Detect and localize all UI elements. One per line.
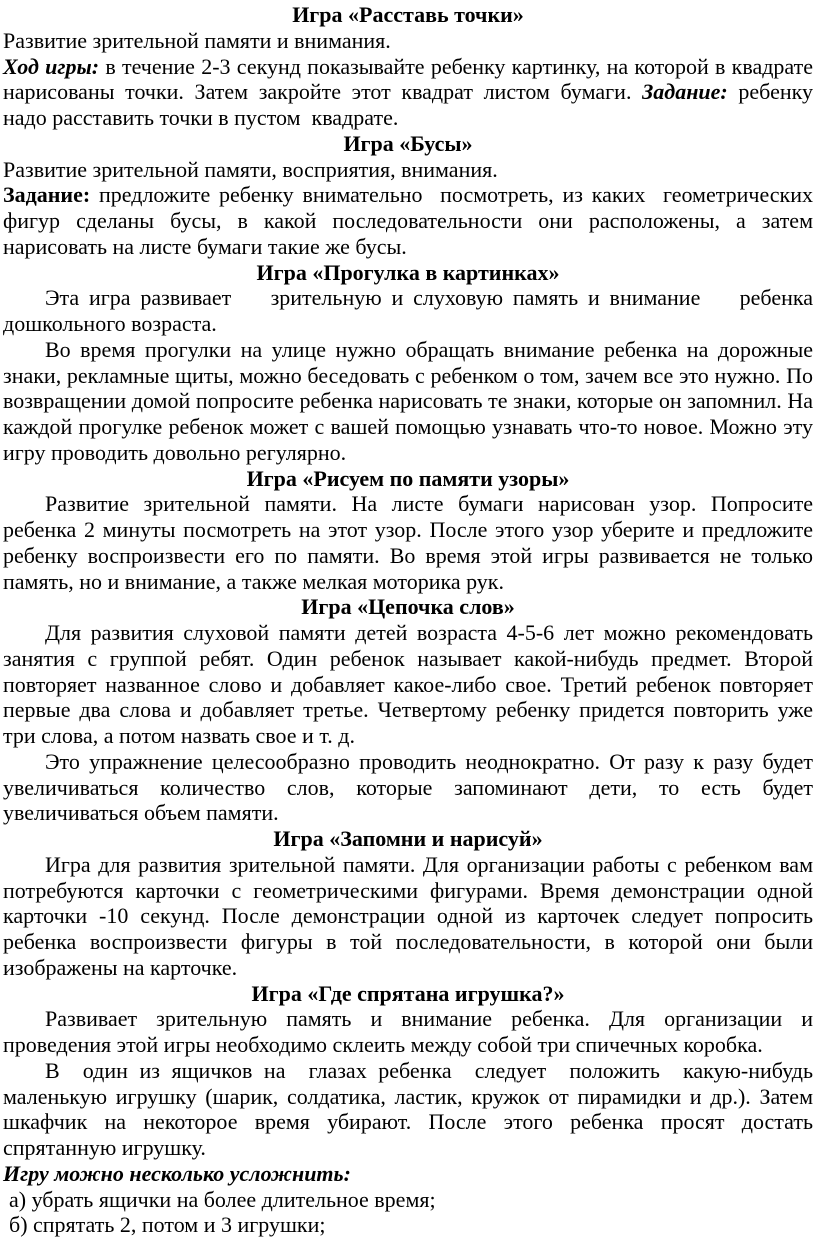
section-title: Игра «Расставь точки»	[292, 2, 524, 27]
paragraph	[3, 182, 813, 259]
list-item	[3, 1212, 813, 1238]
text-run: Эта игра развивает зрительную и слуховую память и внимание ребенка дошкольного возраста.	[3, 285, 813, 336]
paragraph	[3, 620, 813, 749]
text-run: Развитие зрительной памяти. На листе бумаги нарисован узор. Попросите ребенка 2 минуты посмотреть на этот узор. После этого узор уберите и предложите ребенку воспроизвести его по памяти. Во время этой игры развивается не только память, но и внимание, а также мелкая моторика рук.	[3, 491, 813, 594]
text-run: Во время прогулки на улице нужно обращать внимание ребенка на дорожные знаки, рекламные щиты, можно беседовать с ребенком о том, зачем все это нужно. По возвращении домой попросите ребенка нарисовать те знаки, которые он запомнил. На каждой прогулке ребенок может с вашей помощью узнавать что-то новое. Можно эту игру проводить довольно регулярно.	[3, 336, 813, 465]
paragraph	[3, 285, 813, 337]
text-run: В один из ящичков на глазах ребенка следует положить какую-нибудь маленькую игрушку (шарик, солдатика, ластик, кружок от пирамидки и др.). Затем шкафчик на некоторое время убирают. После этого ребенка просят достать спрятанную игрушку.	[3, 1057, 813, 1160]
text-run: в течение 2-3 секунд показывайте ребенку картинку, на которой в квадрате нарисованы точки. Затем закройте этот квадрат листом бумаги.	[3, 53, 813, 105]
text-run: Для развития слуховой памяти детей возраста 4-5-6 лет можно рекомендовать занятия с группой ребят. Один ребенок называет какой-нибудь предмет. Второй повторяет названное слово и добавляет какое-либо свое. Третий ребенок повторяет первые два слова и добавляет третье. Четвертому ребенку придется повторить уже три слова, а потом назвать свое и т. д.	[3, 620, 813, 748]
text-run: ребенку надо расставить точки в пустом квадрате.	[3, 79, 813, 130]
paragraph	[3, 749, 813, 826]
paragraph	[3, 157, 813, 183]
text-run: Развивает зрительную память и внимание ребенка. Для организации и проведения этой игры необходимо склеить между собой три спичечных коробка.	[3, 1006, 813, 1057]
paragraph	[3, 1161, 813, 1187]
list-item	[3, 1187, 813, 1213]
section-title: Игра «Где спрятана игрушка?»	[251, 980, 565, 1006]
section-title: Игра «Бусы»	[343, 130, 473, 156]
section-title: Игра «Запомни и нарисуй»	[273, 826, 543, 851]
paragraph	[3, 1006, 813, 1058]
text-run: Игра для развития зрительной памяти. Для организации работы с ребенком вам потребуются карточки с геометрическими фигурами. Время демонстрации одной карточки -10 секунд. После демонстрации одной из карточек следует попросить ребенка воспроизвести фигуры в той последовательности, в которой они были изображены на карточке.	[3, 851, 813, 980]
text-run: Это упражнение целесообразно проводить неоднократно. От разу к разу будет увеличиваться количество слов, которые запоминают дети, то есть будет увеличиваться объем памяти.	[3, 748, 813, 826]
text-run-emphasis: Задание:	[642, 79, 739, 105]
paragraph	[3, 852, 813, 981]
text-run: Развитие зрительной памяти, восприятия, внимания.	[3, 156, 498, 182]
paragraph	[3, 337, 813, 466]
text-run: Развитие зрительной памяти и внимания.	[3, 27, 391, 53]
text-run: а) убрать ящички на более длительное время;	[9, 1186, 436, 1212]
paragraph	[3, 28, 813, 54]
section-title: Игра «Прогулка в картинках»	[256, 259, 560, 285]
text-run: предложите ребенку внимательно посмотреть, из каких геометрических фигур сделаны бусы, в какой последовательности они расположены, а затем нарисовать на листе бумаги такие же бусы.	[3, 182, 813, 259]
text-run: б) спрятать 2, потом и 3 игрушки;	[9, 1212, 326, 1238]
text-run-emphasis: Задание:	[3, 182, 99, 208]
text-run-emphasis: Игру можно несколько усложнить:	[3, 1160, 351, 1186]
text-run-emphasis: Ход игры:	[3, 53, 106, 79]
paragraph	[3, 54, 813, 131]
paragraph	[3, 1058, 813, 1161]
paragraph	[3, 491, 813, 594]
section-title: Игра «Цепочка слов»	[301, 594, 515, 620]
section-title: Игра «Рисуем по памяти узоры»	[246, 465, 570, 491]
